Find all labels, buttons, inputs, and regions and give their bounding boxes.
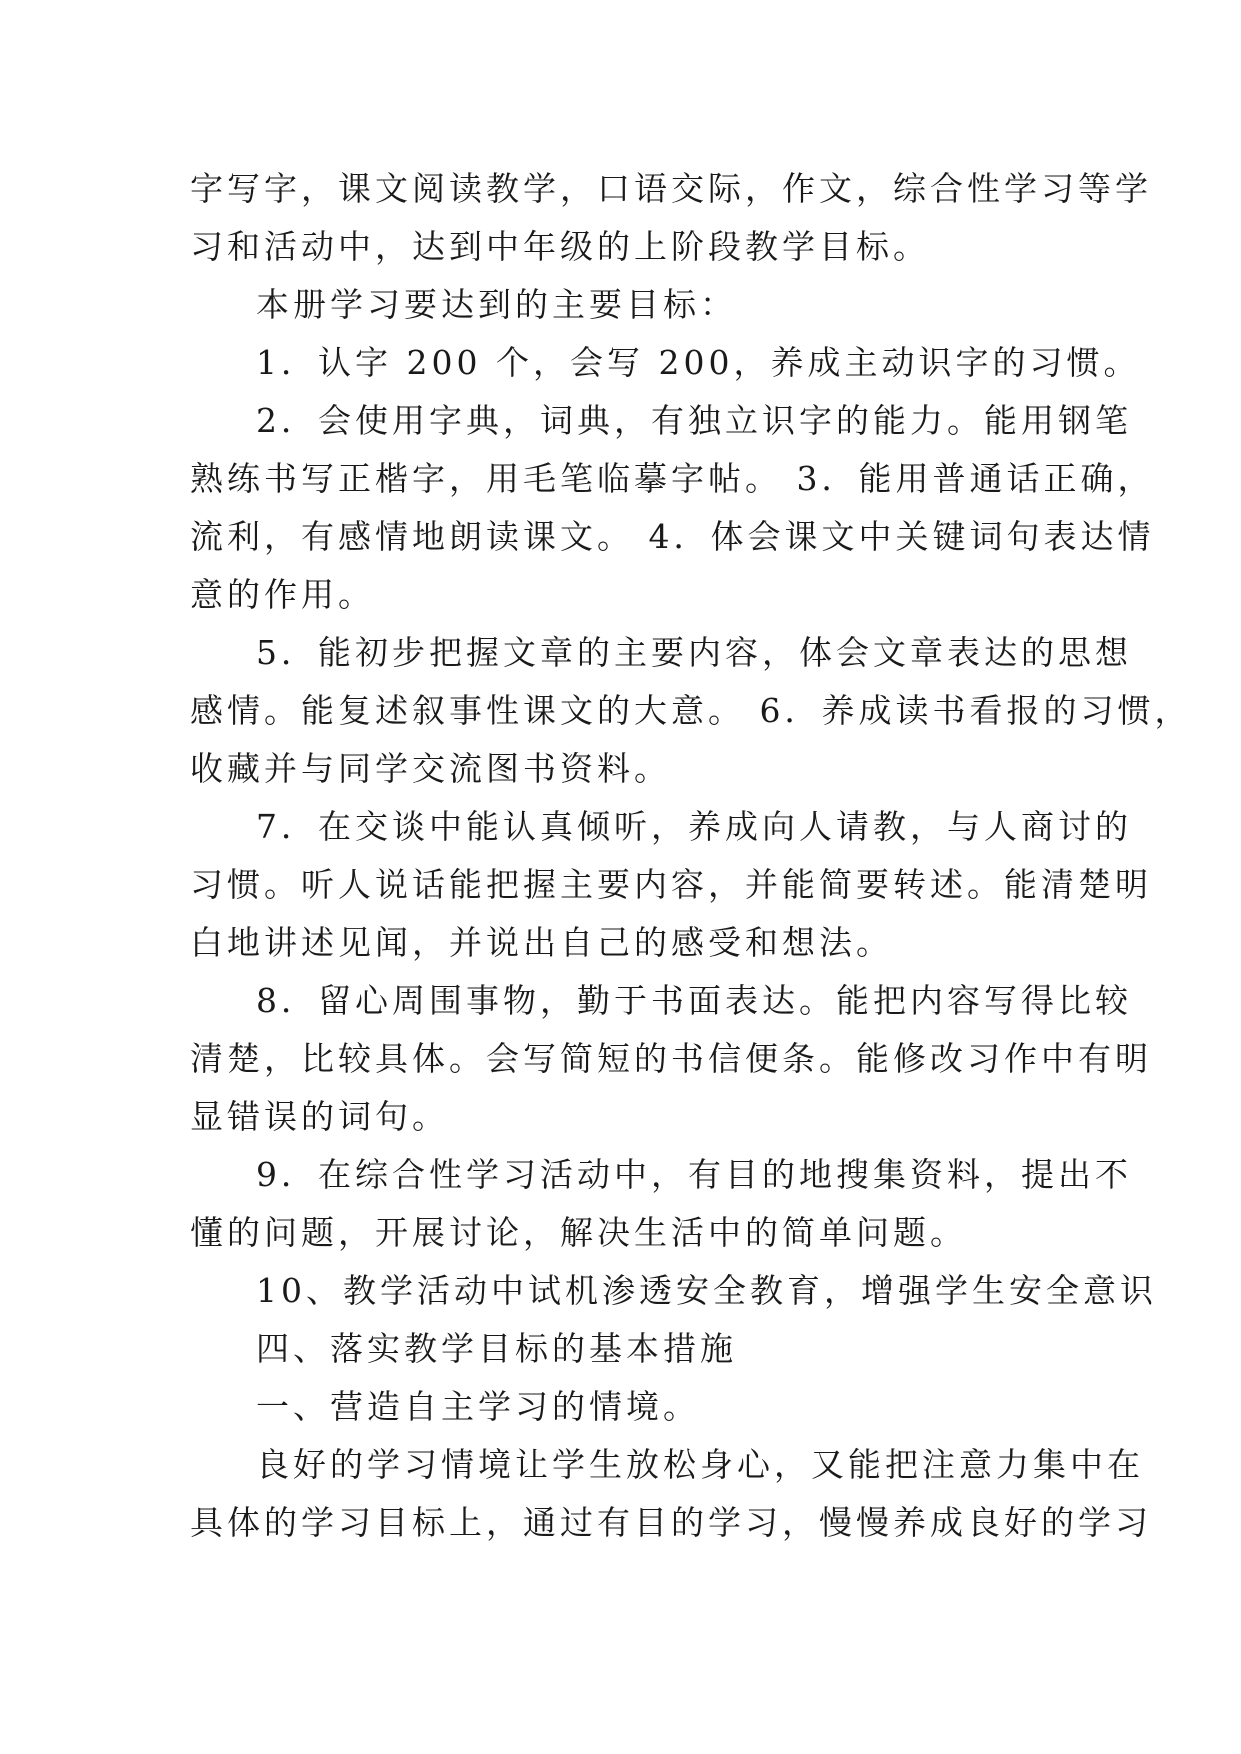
text-line: 8．留心周围事物，勤于书面表达。能把内容写得比较 (256, 981, 1132, 1020)
subsection-heading: 一、营造自主学习的情境。 (256, 1387, 700, 1426)
text-line: 清楚，比较具体。会写简短的书信便条。能修改习作中有明 (190, 1039, 1152, 1078)
text-line: 显错误的词句。 (190, 1097, 449, 1136)
section-heading: 四、落实教学目标的基本措施 (256, 1329, 737, 1368)
text-line: 10、教学活动中试机渗透安全教育，增强学生安全意识 (256, 1271, 1157, 1310)
text-line: 9．在综合性学习活动中，有目的地搜集资料，提出不 (256, 1155, 1132, 1194)
text-line: 具体的学习目标上，通过有目的学习，慢慢养成良好的学习 (190, 1503, 1152, 1542)
text-line: 7．在交谈中能认真倾听，养成向人请教，与人商讨的 (256, 807, 1132, 846)
text-line: 本册学习要达到的主要目标： (256, 285, 737, 324)
text-line: 懂的问题，开展讨论，解决生活中的简单问题。 (190, 1213, 967, 1252)
text-line: 习惯。听人说话能把握主要内容，并能简要转述。能清楚明 (190, 865, 1152, 904)
text-line: 意的作用。 (190, 575, 375, 614)
text-line: 2．会使用字典，词典，有独立识字的能力。能用钢笔 (256, 401, 1132, 440)
text-line: 1．认字 200 个，会写 200，养成主动识字的习惯。 (256, 343, 1141, 382)
text-line: 白地讲述见闻，并说出自己的感受和想法。 (190, 923, 893, 962)
text-line: 习和活动中，达到中年级的上阶段教学目标。 (190, 227, 930, 266)
text-line: 感情。能复述叙事性课文的大意。 6．养成读书看报的习惯， (190, 691, 1192, 730)
text-line: 流利，有感情地朗读课文。 4．体会课文中关键词句表达情 (190, 517, 1155, 556)
text-line: 收藏并与同学交流图书资料。 (190, 749, 671, 788)
document-body (190, 160, 1192, 1552)
text-line: 字写字，课文阅读教学，口语交际，作文，综合性学习等学 (190, 169, 1152, 208)
text-line: 熟练书写正楷字，用毛笔临摹字帖。 3．能用普通话正确， (190, 459, 1155, 498)
text-line: 5．能初步把握文章的主要内容，体会文章表达的思想 (256, 633, 1132, 672)
text-line: 良好的学习情境让学生放松身心，又能把注意力集中在 (256, 1445, 1144, 1484)
